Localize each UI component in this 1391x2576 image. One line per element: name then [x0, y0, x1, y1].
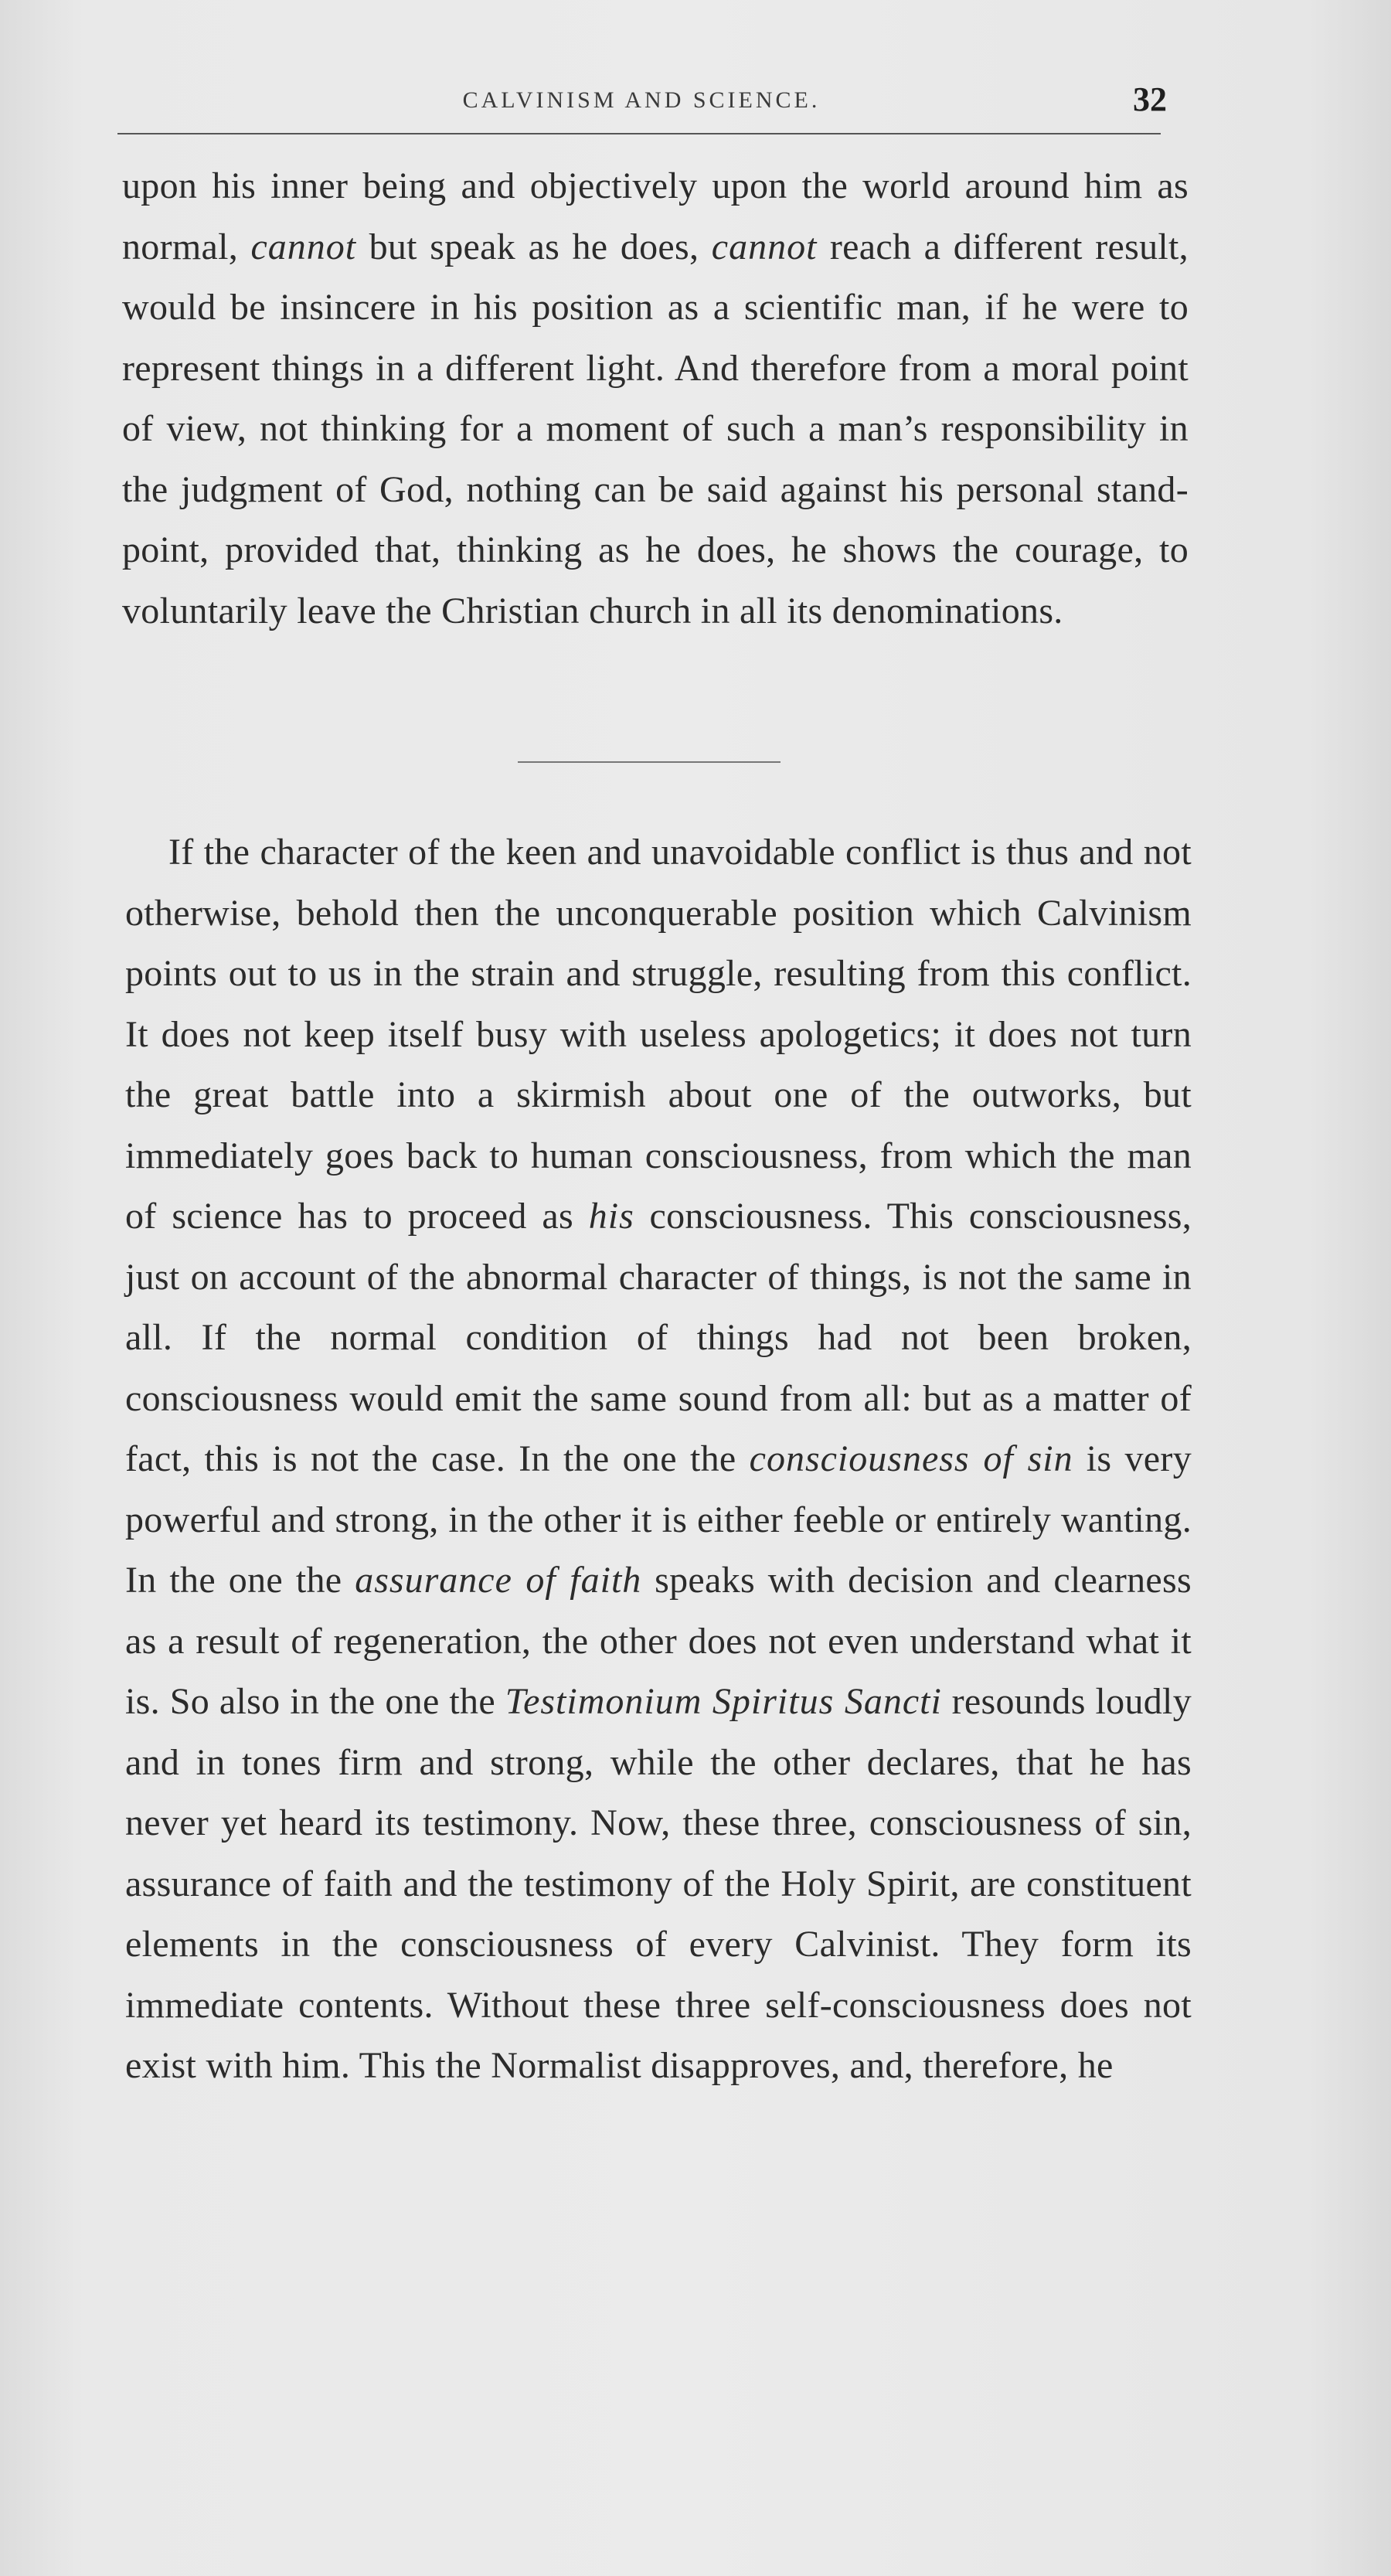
italic-testimonium-spiritus-sancti: Testimonium Spiritus Sancti	[505, 1681, 942, 1722]
paragraph-2-text-1: If the character of the keen and unavoidable conflict is thus and not otherwise, behold then the unconquerable position which Calvinism points out to us in the strain and struggle, resulting from this conflict. It does not keep itself busy with useless apologetics; it does not turn the great battle into a skirmish about one of the outworks, but immediately goes back to human consciousness, from which the man of science has to proceed as	[125, 832, 1192, 1237]
italic-assurance-of-faith: assurance of faith	[355, 1560, 642, 1601]
paragraph-2	[125, 822, 1192, 2097]
italic-consciousness-of-sin: consciousness of sin	[749, 1438, 1073, 1479]
italic-cannot-2: cannot	[711, 226, 818, 267]
header-rule	[117, 133, 1161, 134]
paragraph-2-text-5: resounds loudly and in tones firm and strong, while the other declares, that he has never yet heard its testimony. Now, these three, consciousness of sin, assurance of faith and the testimony of the Holy Spirit, are constituent elements in the consciousness of every Calvinist. They form its immediate contents. Without these three self-consciousness does not exist with him. This the Normalist disapproves, and, therefore, he	[125, 1681, 1192, 2086]
paragraph-2-text-3: is very powerful and strong, in the other it is either feeble or entirely wanting. In the one the	[125, 1438, 1192, 1601]
running-head	[116, 81, 1167, 135]
paragraph-1-text-1: upon his inner being and objectively upon the world around him as normal,	[122, 165, 1189, 267]
running-title: CALVINISM AND SCIENCE.	[462, 87, 821, 113]
page-number: 32	[1133, 80, 1167, 118]
paragraph-continued	[122, 156, 1189, 641]
italic-cannot-1: cannot	[250, 226, 357, 267]
italic-his: his	[588, 1196, 634, 1237]
section-divider	[518, 761, 781, 763]
paragraph-2-text-2: consciousness. This consciousness, just on account of the abnormal character of things, is not the same in all. If the normal condition of things had not been broken, consciousness would emit the same sound from all: but as a matter of fact, this is not the case. In the one the	[125, 1196, 1192, 1479]
paragraph-2-text-4: speaks with decision and clearness as a result of regeneration, the other does not even understand what it is. So also in the one the	[125, 1560, 1192, 1722]
paragraph-1-text-2: but speak as he does,	[369, 226, 699, 267]
paragraph-1-text-3: reach a different result, would be insincere in his position as a scientific man, if he were to represent things in a different light. And therefore from a moral point of view, not thinking for a moment of such a man’s responsibility in the judgment of God, nothing can be said against his personal stand-point, provided that, thinking as he does, he shows the courage, to voluntarily leave the Christian church in all its denominations.	[122, 226, 1189, 631]
paragraph-main	[125, 822, 1192, 2097]
paragraph-1	[122, 156, 1189, 641]
